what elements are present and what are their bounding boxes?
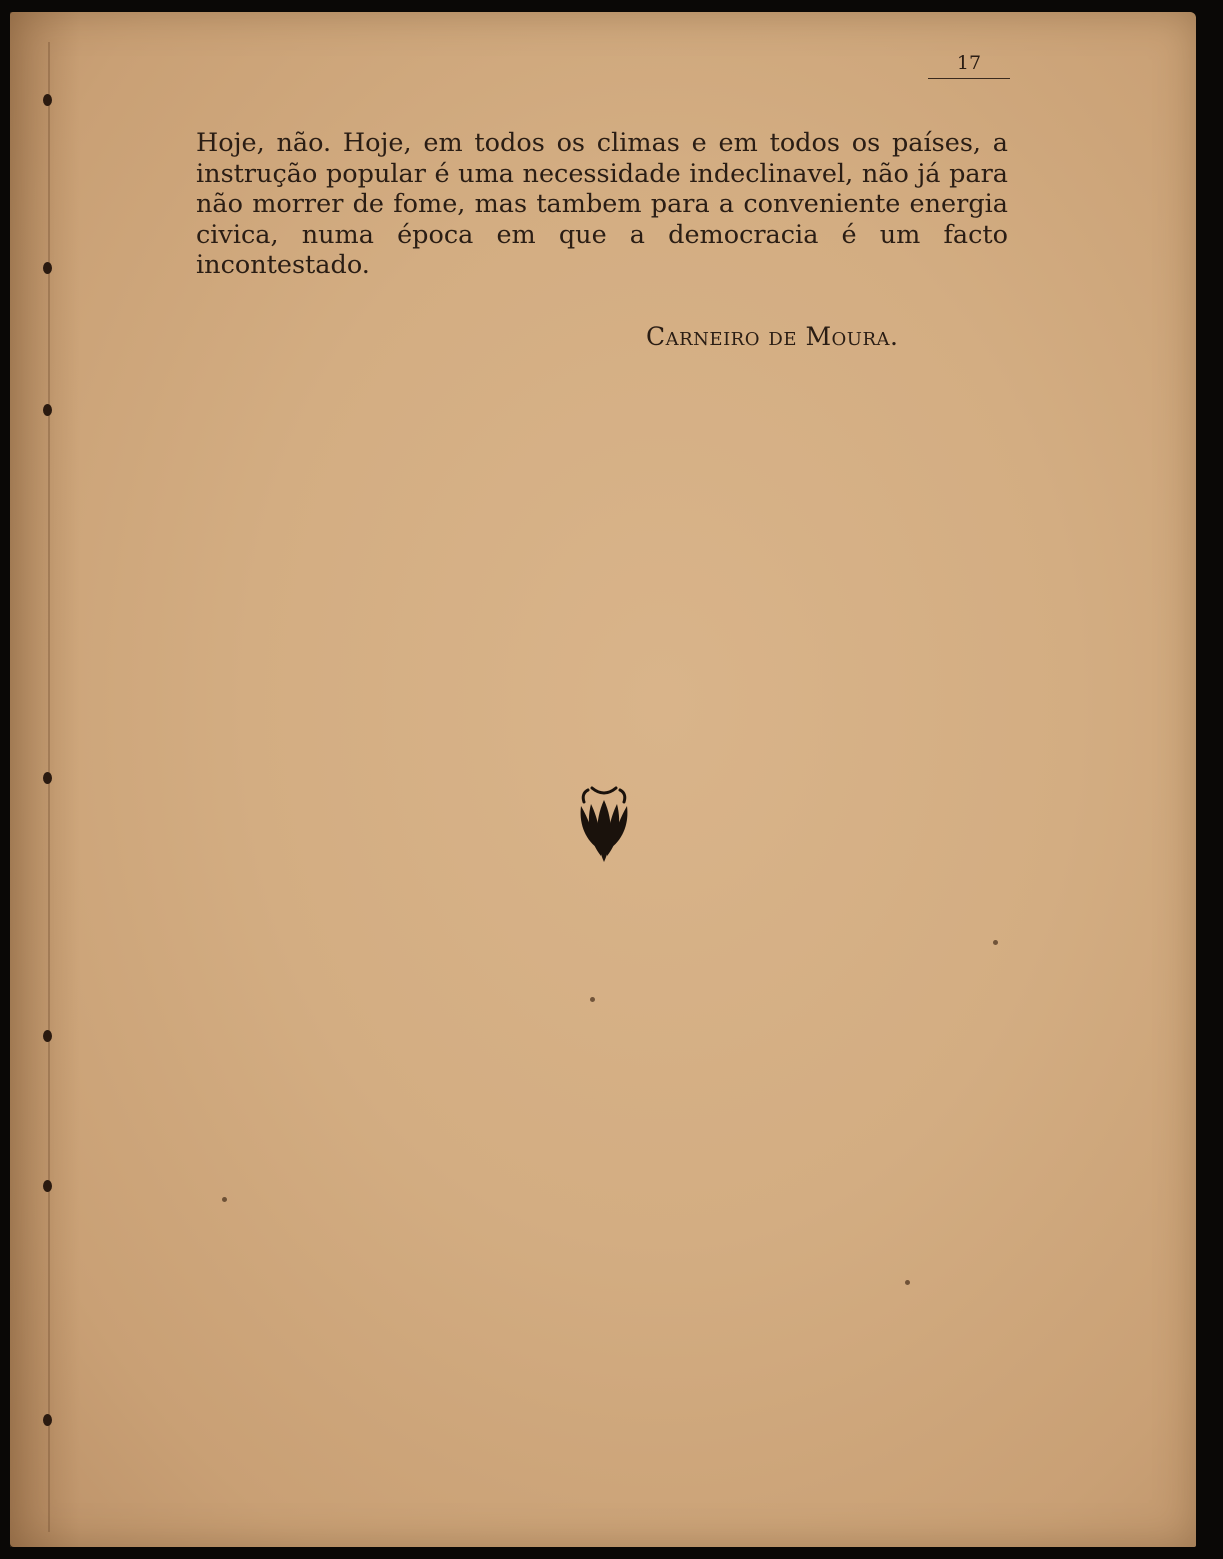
book-page — [10, 12, 1196, 1547]
page-number: 17 — [928, 52, 1010, 79]
binding-stitch — [43, 262, 52, 274]
binding-stitch — [43, 772, 52, 784]
paper-speck — [222, 1197, 227, 1202]
fleuron-palmette-icon — [578, 782, 630, 864]
paper-speck — [590, 997, 595, 1002]
paper-speck — [905, 1280, 910, 1285]
binding-stitch — [43, 1030, 52, 1042]
binding-stitch — [43, 1414, 52, 1426]
binding-stitch — [43, 1180, 52, 1192]
binding-stitch — [43, 94, 52, 106]
body-paragraph: Hoje, não. Hoje, em todos os climas e em todos os países, a instrução popular é uma necessidade indeclinavel, não já para não morrer de fome, mas tambem para a conveniente energia civica, numa época em que a democracia é um facto incontestado. — [196, 128, 1008, 280]
paper-speck — [993, 940, 998, 945]
binding-stitch — [43, 404, 52, 416]
author-signature: Carneiro de Moura. — [646, 322, 899, 351]
